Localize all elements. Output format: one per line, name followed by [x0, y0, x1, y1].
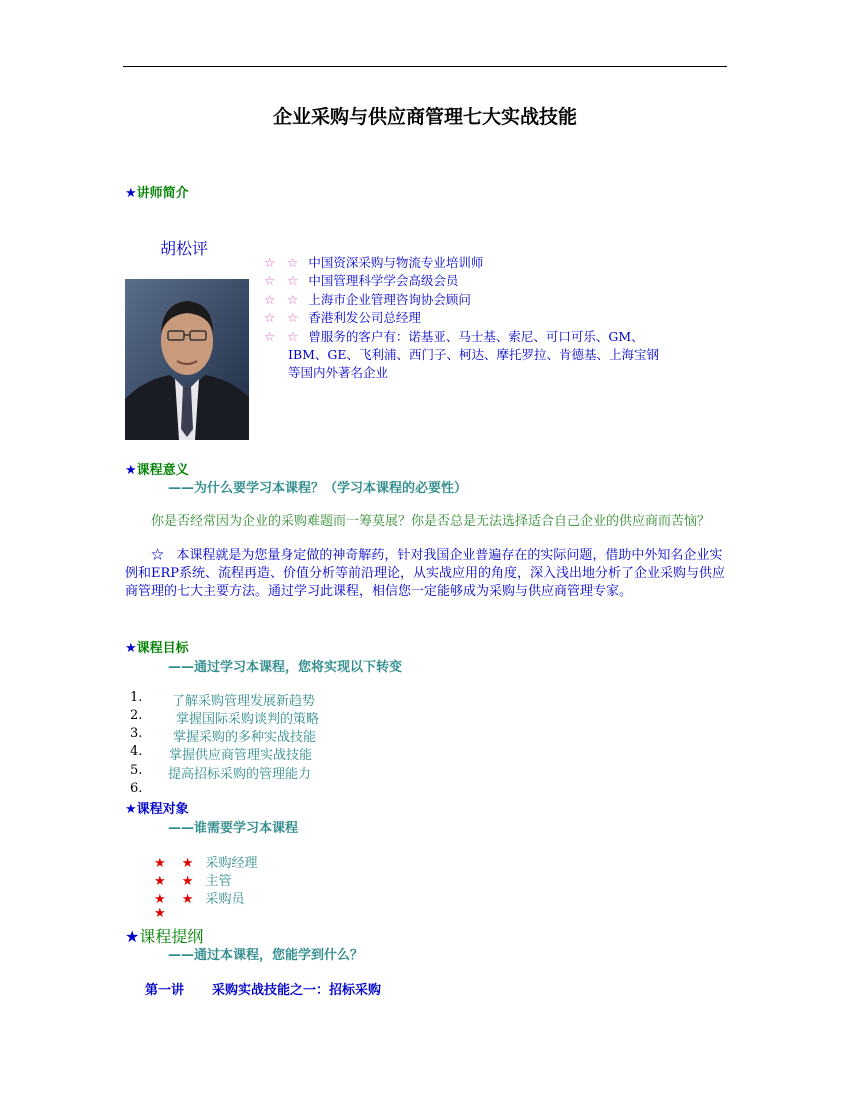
bio-line-4: ☆ ☆ 香港利发公司总经理	[264, 310, 421, 325]
star-icon: ★ ★	[154, 892, 200, 907]
bio-line-6: IBM、GE、飞利浦、西门子、柯达、摩托罗拉、肯德基、上海宝钢	[288, 347, 660, 362]
star-icon: ★	[125, 802, 137, 817]
star-icon: ★ ★	[154, 856, 200, 871]
instructor-name: 胡松评	[160, 239, 209, 258]
goal-item-3: 3. 掌握采购的多种实战技能	[130, 726, 317, 745]
bio-line-7: 等国内外著名企业	[288, 365, 389, 380]
goal-item-2: 2. 掌握国际采购谈判的策略	[130, 708, 320, 727]
star-outline-icon: ☆ ☆	[264, 273, 303, 288]
bio-line-5: ☆ ☆ 曾服务的客户有：诺基亚、马士基、索尼、可口可乐、GM、	[264, 329, 644, 344]
star-icon: ★	[125, 186, 137, 201]
goal-item-5: 5. 提高招标采购的管理能力	[130, 763, 312, 782]
audience-subheading: ——谁需要学习本课程	[168, 821, 299, 836]
portrait-image	[125, 279, 249, 440]
significance-subheading: ——为什么要学习本课程？（学习本课程的必要性）	[168, 481, 468, 496]
page-title: 企业采购与供应商管理七大实战技能	[272, 106, 577, 128]
significance-heading: ★课程意义	[125, 463, 189, 478]
lecture-1: 第一讲 采购实战技能之一：招标采购	[145, 983, 382, 998]
audience-heading: ★课程对象	[125, 802, 189, 817]
audience-trailing-star-icon: ★	[154, 906, 166, 921]
outline-subheading: ——通过本课程，您能学到什么？	[168, 948, 364, 963]
star-icon: ★	[125, 927, 140, 946]
bio-line-3: ☆ ☆ 上海市企业管理咨询协会顾问	[264, 292, 471, 307]
goal-item-6: 6.	[130, 781, 143, 796]
instructor-heading: ★讲师简介	[125, 186, 189, 201]
audience-item-2: ★ ★ 主管	[154, 874, 232, 889]
star-outline-icon: ☆	[151, 548, 165, 563]
goal-item-4: 4. 掌握供应商管理实战技能	[130, 744, 313, 763]
header-rule	[123, 66, 727, 67]
star-icon: ★	[125, 463, 137, 478]
bio-line-1: ☆ ☆ 中国资深采购与物流专业培训师	[264, 255, 484, 270]
star-icon: ★ ★	[154, 874, 200, 889]
significance-paragraph-2: ☆ 本课程就是为您量身定做的神奇解药，针对我国企业普遍存在的实际问题，借助中外知名企业实例和ERP系统、流程再造、价值分析等前沿理论，从实战应用的角度，深入浅出地分析了企业采购与供应商管理的七大主要方法。通过学习此课程，相信您一定能够成为采购与供应商管理专家。	[125, 548, 726, 599]
goals-subheading: ——通过学习本课程，您将实现以下转变	[168, 660, 403, 675]
goal-item-1: 1. 了解采购管理发展新趋势	[130, 690, 316, 709]
star-outline-icon: ☆ ☆	[264, 255, 303, 270]
significance-paragraph-1: 你是否经常因为企业的采购难题而一筹莫展？你是否总是无法选择适合自己企业的供应商而苦恼？	[151, 514, 711, 529]
star-outline-icon: ☆ ☆	[264, 292, 303, 307]
star-outline-icon: ☆ ☆	[264, 310, 303, 325]
star-icon: ★	[125, 641, 137, 656]
bio-line-2: ☆ ☆ 中国管理科学学会高级会员	[264, 273, 459, 288]
star-outline-icon: ☆ ☆	[264, 329, 303, 344]
goals-heading: ★课程目标	[125, 641, 189, 656]
audience-item-3: ★ ★ 采购员	[154, 892, 245, 907]
outline-heading: ★课程提纲	[125, 927, 204, 946]
instructor-photo	[125, 279, 249, 440]
audience-item-1: ★ ★ 采购经理	[154, 856, 258, 871]
